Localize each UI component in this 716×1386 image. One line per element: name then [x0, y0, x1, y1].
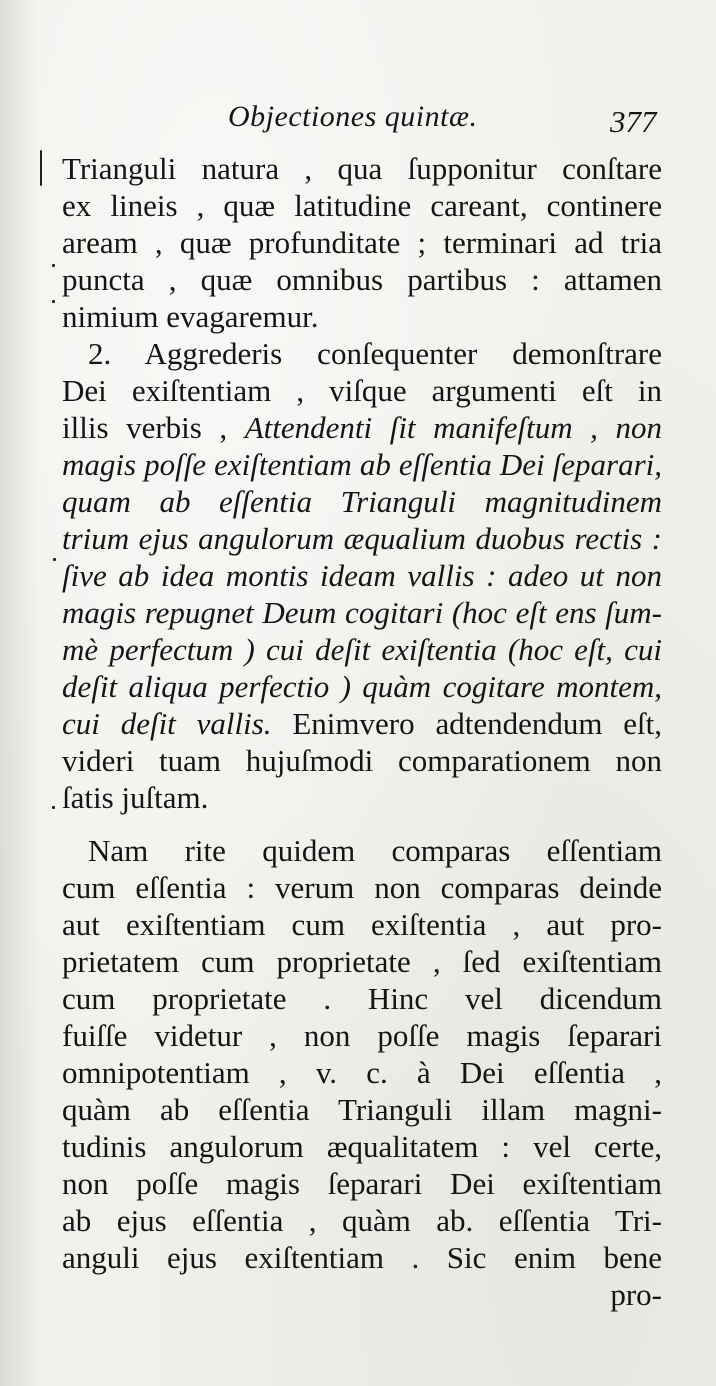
text-line: Dei exiſtentiam , viſque argumenti eſt in [62, 373, 662, 408]
text-line [62, 409, 662, 446]
text-line: non poſſe magis ſeparari Dei exiſtentiam [62, 1166, 662, 1201]
page-number: 377 [610, 104, 657, 139]
text-line: Trianguli natura , qua ſupponitur conſtare [62, 151, 662, 186]
text-line: omnipotentiam , v. c. à Dei eſſentia , [62, 1055, 662, 1090]
text-line: ſive ab idea montis ideam vallis : adeo ut non [62, 558, 662, 593]
catchword: pro- [610, 1277, 662, 1312]
roman-segment: illis verbis , [62, 410, 245, 445]
text-line: quàm ab eſſentia Trianguli illam magni- [62, 1092, 662, 1127]
italic-segment: Attendenti ſit manifeſtum , non [244, 410, 662, 445]
text-line: quam ab eſſentia Trianguli magnitudinem [62, 484, 662, 519]
margin-ink-mark [52, 806, 55, 809]
body-text [62, 150, 662, 1313]
text-line: ab ejus eſſentia , quàm ab. eſſentia Tri- [62, 1203, 662, 1238]
text-line: magis poſſe exiſtentiam ab eſſentia Dei ſeparari, [62, 447, 662, 482]
running-head [0, 100, 716, 150]
margin-ink-mark [52, 264, 55, 267]
text-line: 2. Aggrederis conſequenter demonſtrare [88, 336, 662, 371]
text-line: nimium evagaremur. [62, 299, 319, 334]
gutter-shadow [0, 0, 40, 1386]
text-line: cum eſſentia : verum non comparas deinde [62, 870, 662, 905]
text-line [62, 705, 662, 742]
italic-segment: cui deſit vallis. [62, 706, 272, 741]
margin-ink-mark [40, 150, 42, 186]
text-line: prietatem cum proprietate , ſed exiſtentiam [62, 944, 662, 979]
text-line: trium ejus angulorum æqualium duobus rectis : [62, 521, 662, 556]
paragraph-gap [62, 816, 662, 832]
text-line: aream , quæ profunditate ; terminari ad tria [62, 225, 662, 260]
margin-ink-mark [53, 558, 56, 561]
text-line: cum proprietate . Hinc vel dicendum [62, 981, 662, 1016]
text-line: mè perfectum ) cui deſit exiſtentia (hoc eſt, cui [62, 632, 662, 667]
text-line: magis repugnet Deum cogitari (hoc eſt ens ſum- [62, 595, 662, 630]
text-line: Nam rite quidem comparas eſſentiam [88, 833, 662, 868]
text-line: fuiſſe videtur , non poſſe magis ſeparari [62, 1018, 662, 1053]
running-title: Objectiones quintæ. [228, 100, 478, 133]
text-line: anguli ejus exiſtentiam . Sic enim bene [62, 1240, 662, 1275]
roman-segment: Enimvero adtendendum eſt, [271, 706, 663, 741]
text-line: deſit aliqua perfectio ) quàm cogitare montem, [62, 669, 662, 704]
text-line: ſatis juſtam. [62, 780, 209, 815]
text-line: tudinis angulorum æqualitatem : vel certe, [62, 1129, 662, 1164]
margin-ink-mark [52, 300, 55, 303]
text-line: ex lineis , quæ latitudine careant, continere [62, 188, 662, 223]
text-line: videri tuam hujuſmodi comparationem non [62, 743, 662, 778]
text-line: puncta , quæ omnibus partibus : attamen [62, 262, 662, 297]
text-line: aut exiſtentiam cum exiſtentia , aut pro- [62, 907, 662, 942]
